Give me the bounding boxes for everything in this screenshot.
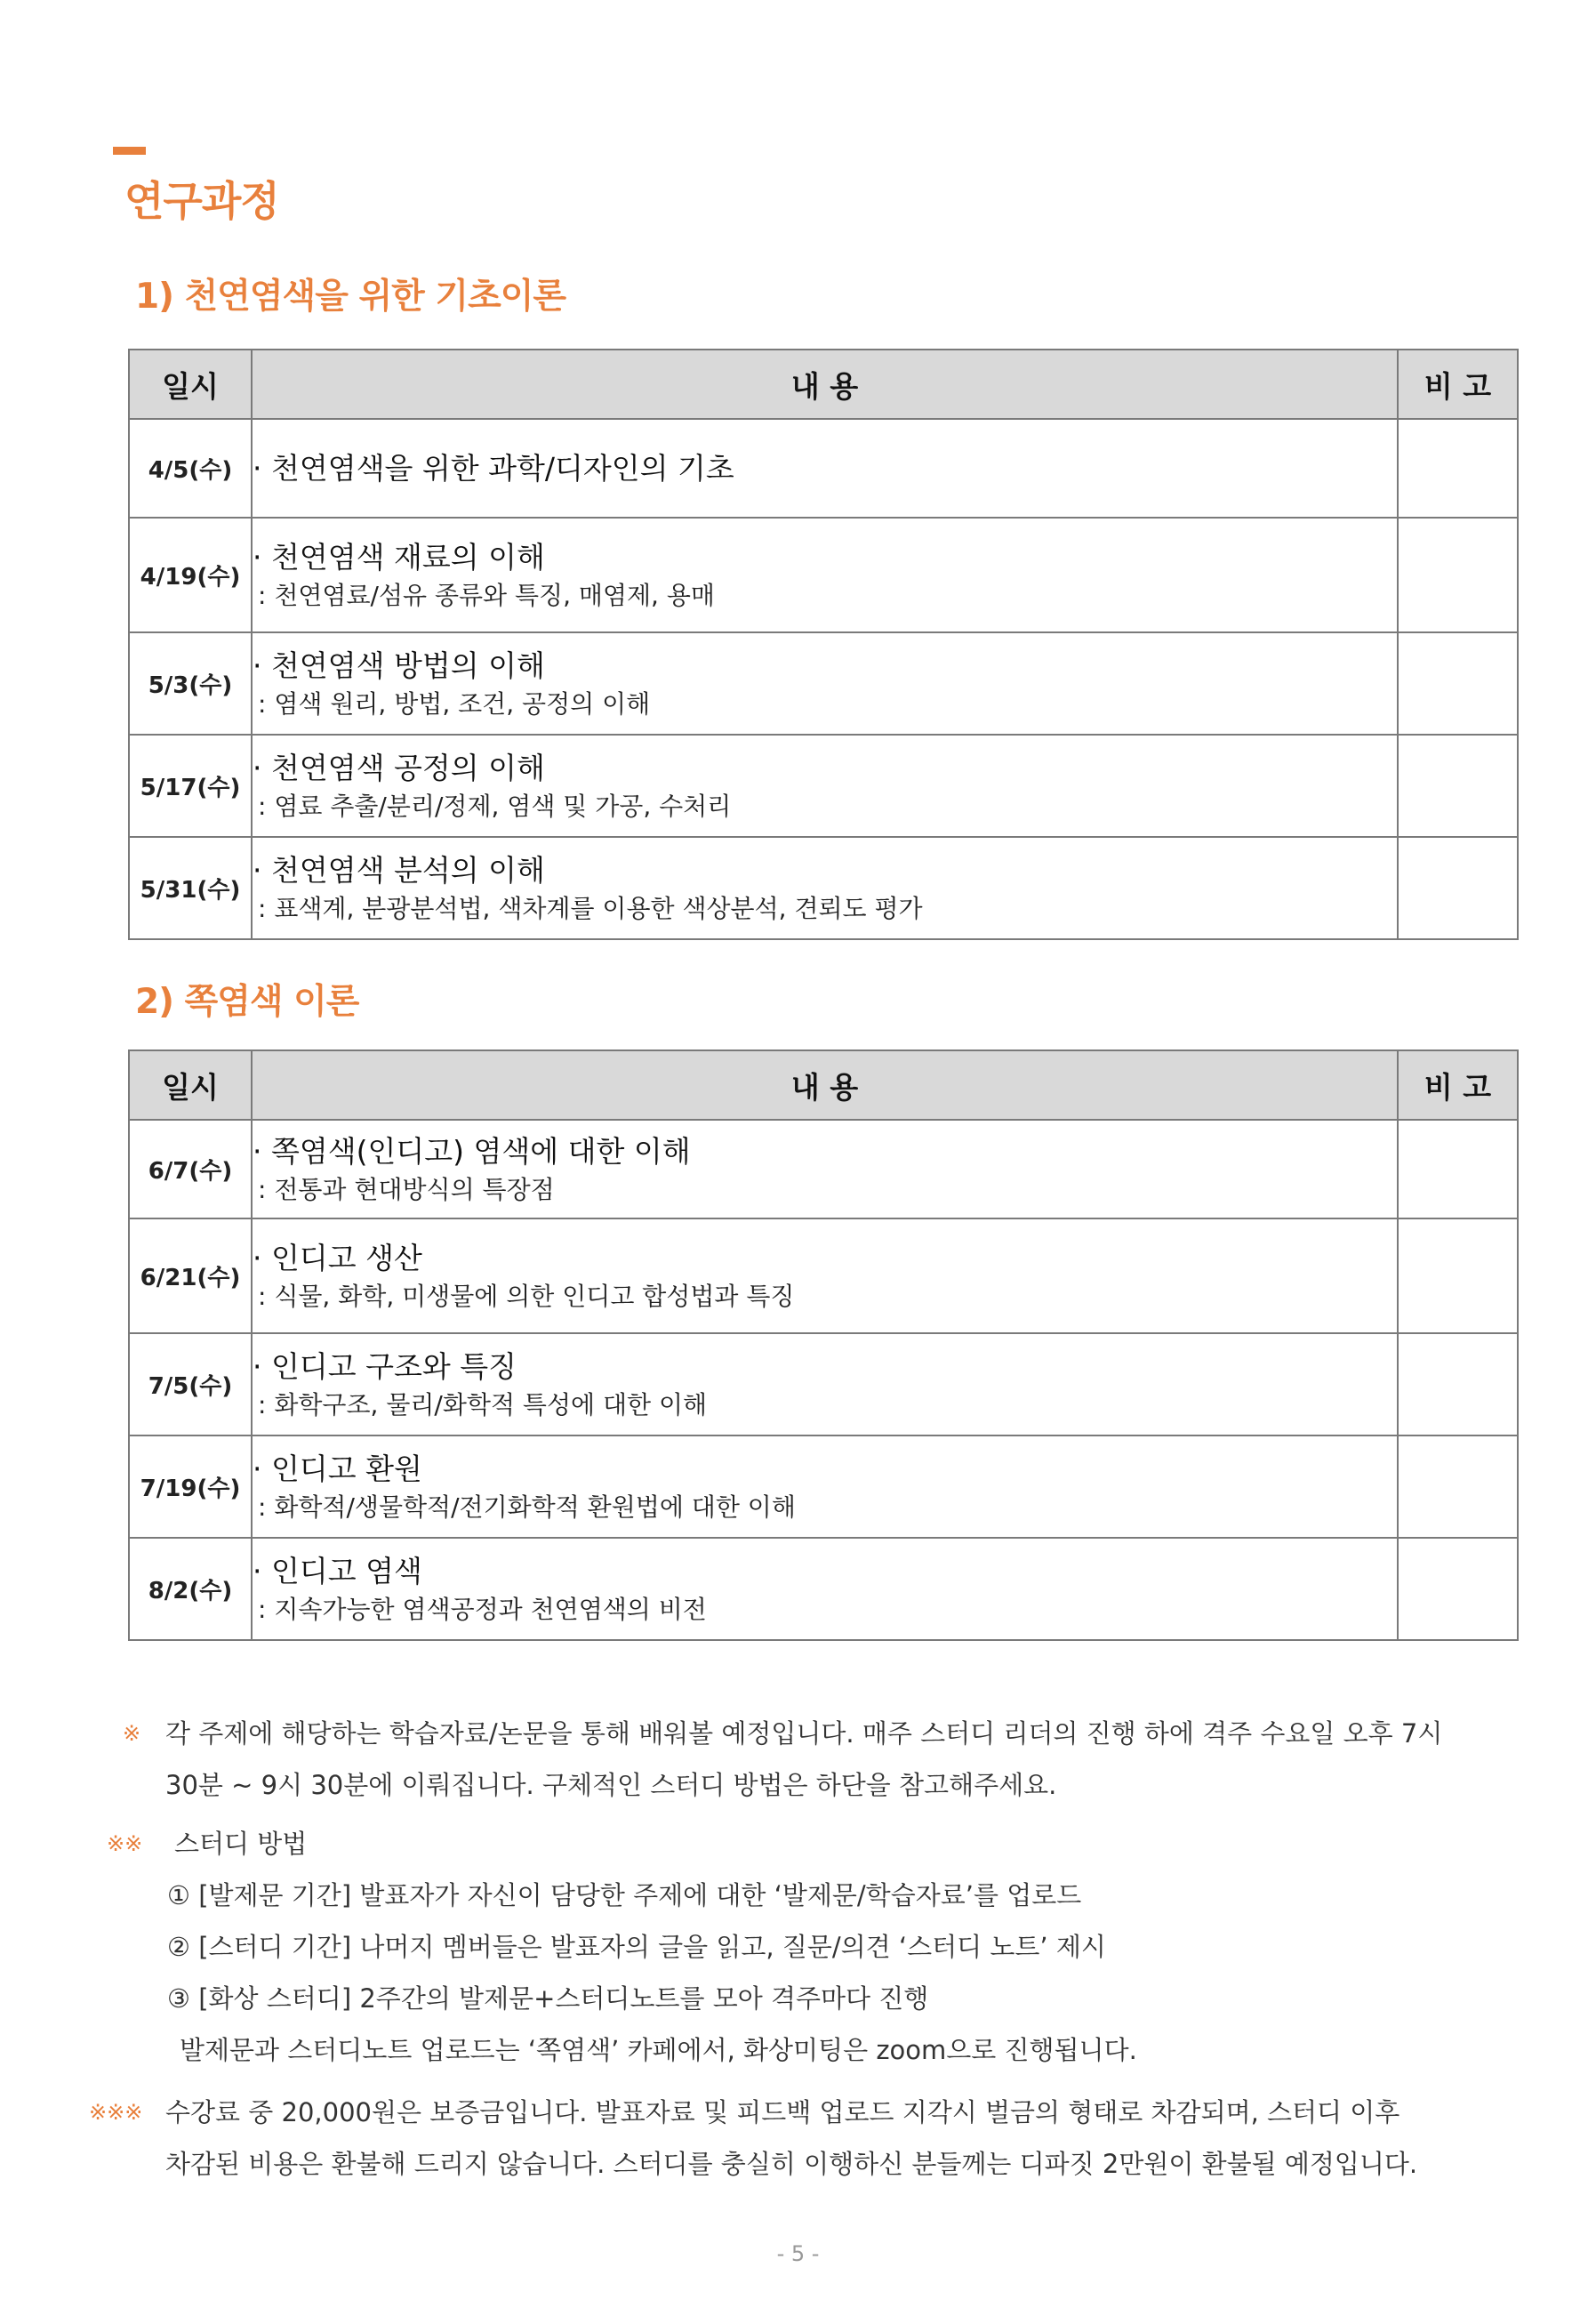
table-header-row <box>129 350 1518 419</box>
row-content <box>252 1538 1398 1640</box>
row-note <box>1398 1218 1518 1333</box>
table-row <box>129 632 1518 735</box>
row-detail: : 화학구조, 물리/화학적 특성에 대한 이해 <box>258 1389 708 1419</box>
row-note <box>1398 518 1518 632</box>
row-content <box>252 1435 1398 1538</box>
row-content <box>252 837 1398 939</box>
row-note <box>1398 1435 1518 1538</box>
header-date: 일시 <box>129 1050 252 1120</box>
note-3-line-2: 차감된 비용은 환불해 드리지 않습니다. 스터디를 충실히 이행하신 분들께는 디파짓 2만원이 환불될 예정입니다. <box>165 2149 1418 2179</box>
header-note: 비 고 <box>1398 350 1518 419</box>
note-3-line-1: 수강료 중 20,000원은 보증금입니다. 발표자료 및 피드백 업로드 지각시 벌금의 형태로 차감되며, 스터디 이후 <box>165 2097 1400 2127</box>
page-title: 연구과정 <box>124 177 279 225</box>
schedule-table-2 <box>128 1049 1519 1641</box>
row-date: 6/7(수) <box>129 1120 252 1218</box>
note-2-tail: 발제문과 스터디노트 업로드는 ‘쪽염색’ 카페에서, 화상미팅은 zoom으로 진행됩니다. <box>180 2035 1137 2065</box>
row-date: 5/3(수) <box>129 632 252 735</box>
row-topic: · 인디고 염색 <box>253 1553 422 1588</box>
note-3 <box>89 2087 1529 2190</box>
header-date: 일시 <box>129 350 252 419</box>
row-note <box>1398 735 1518 837</box>
note-1 <box>89 1708 1529 1811</box>
row-detail: : 천연염료/섬유 종류와 특징, 매염제, 용매 <box>258 580 715 610</box>
row-content <box>252 1218 1398 1333</box>
header-note: 비 고 <box>1398 1050 1518 1120</box>
table-row <box>129 1333 1518 1435</box>
note-1-line-1: 각 주제에 해당하는 학습자료/논문을 통해 배워볼 예정입니다. 매주 스터디 리더의 진행 하에 격주 수요일 오후 7시 <box>165 1718 1443 1749</box>
row-content <box>252 518 1398 632</box>
row-note <box>1398 632 1518 735</box>
row-detail: : 전통과 현대방식의 특장점 <box>258 1174 555 1204</box>
section-title-1: 1) 천연염색을 위한 기초이론 <box>135 277 566 317</box>
row-date: 7/19(수) <box>129 1435 252 1538</box>
row-note <box>1398 1538 1518 1640</box>
schedule-table-1 <box>128 349 1519 940</box>
row-content <box>252 1333 1398 1435</box>
note-2-item-3: ③ [화상 스터디] 2주간의 발제문+스터디노트를 모아 격주마다 진행 <box>167 1983 929 2014</box>
table-header-row <box>129 1050 1518 1120</box>
note-2-title: 스터디 방법 <box>174 1829 308 1859</box>
row-note <box>1398 837 1518 939</box>
row-topic: · 인디고 구조와 특징 <box>253 1348 517 1384</box>
accent-bar <box>113 147 146 155</box>
notes-section <box>89 1708 1529 2190</box>
table-row <box>129 1120 1518 1218</box>
table-row <box>129 837 1518 939</box>
row-date: 6/21(수) <box>129 1218 252 1333</box>
table-row <box>129 1435 1518 1538</box>
row-content <box>252 419 1398 518</box>
row-content <box>252 735 1398 837</box>
row-date: 4/19(수) <box>129 518 252 632</box>
row-detail: : 염료 추출/분리/정제, 염색 및 가공, 수처리 <box>258 791 732 821</box>
table-row <box>129 735 1518 837</box>
note-2-item-2: ② [스터디 기간] 나머지 멤버들은 발표자의 글을 읽고, 질문/의견 ‘스터디 노트’ 제시 <box>167 1932 1106 1962</box>
header-content: 내 용 <box>252 1050 1398 1120</box>
row-detail: : 식물, 화학, 미생물에 의한 인디고 합성법과 특징 <box>258 1281 795 1311</box>
row-date: 4/5(수) <box>129 419 252 518</box>
row-topic: · 천연염색 공정의 이해 <box>253 750 545 785</box>
row-topic: · 인디고 생산 <box>253 1240 422 1275</box>
row-topic: · 천연염색을 위한 과학/디자인의 기초 <box>253 450 734 486</box>
row-content <box>252 632 1398 735</box>
table-row <box>129 1538 1518 1640</box>
row-note <box>1398 419 1518 518</box>
row-detail: : 염색 원리, 방법, 조건, 공정의 이해 <box>258 688 651 719</box>
row-date: 5/17(수) <box>129 735 252 837</box>
row-note <box>1398 1120 1518 1218</box>
row-topic: · 천연염색 재료의 이해 <box>253 539 545 575</box>
header-content: 내 용 <box>252 350 1398 419</box>
row-detail: : 화학적/생물학적/전기화학적 환원법에 대한 이해 <box>258 1492 796 1522</box>
row-date: 7/5(수) <box>129 1333 252 1435</box>
table-row <box>129 518 1518 632</box>
row-topic: · 천연염색 분석의 이해 <box>253 852 545 888</box>
row-detail: : 표색계, 분광분석법, 색차계를 이용한 색상분석, 견뢰도 평가 <box>258 893 923 923</box>
note-1-mark: ※ <box>123 1721 141 1746</box>
row-note <box>1398 1333 1518 1435</box>
table-row <box>129 1218 1518 1333</box>
row-content <box>252 1120 1398 1218</box>
row-topic: · 쪽염색(인디고) 염색에 대한 이해 <box>253 1133 691 1169</box>
row-topic: · 인디고 환원 <box>253 1451 422 1486</box>
note-2 <box>89 1818 1529 2076</box>
row-topic: · 천연염색 방법의 이해 <box>253 647 545 683</box>
page-number: - 5 - <box>776 2241 820 2266</box>
note-1-line-2: 30분 ~ 9시 30분에 이뤄집니다. 구체적인 스터디 방법은 하단을 참고해주세요. <box>165 1770 1057 1800</box>
row-detail: : 지속가능한 염색공정과 천연염색의 비전 <box>258 1594 707 1624</box>
row-date: 5/31(수) <box>129 837 252 939</box>
row-date: 8/2(수) <box>129 1538 252 1640</box>
note-2-mark: ※※ <box>107 1831 143 1856</box>
note-2-item-1: ① [발제문 기간] 발표자가 자신이 담당한 주제에 대한 ‘발제문/학습자료’를 업로드 <box>167 1880 1082 1910</box>
table-row <box>129 419 1518 518</box>
section-title-2: 2) 쪽염색 이론 <box>135 982 359 1022</box>
note-3-mark: ※※※ <box>89 2100 143 2125</box>
